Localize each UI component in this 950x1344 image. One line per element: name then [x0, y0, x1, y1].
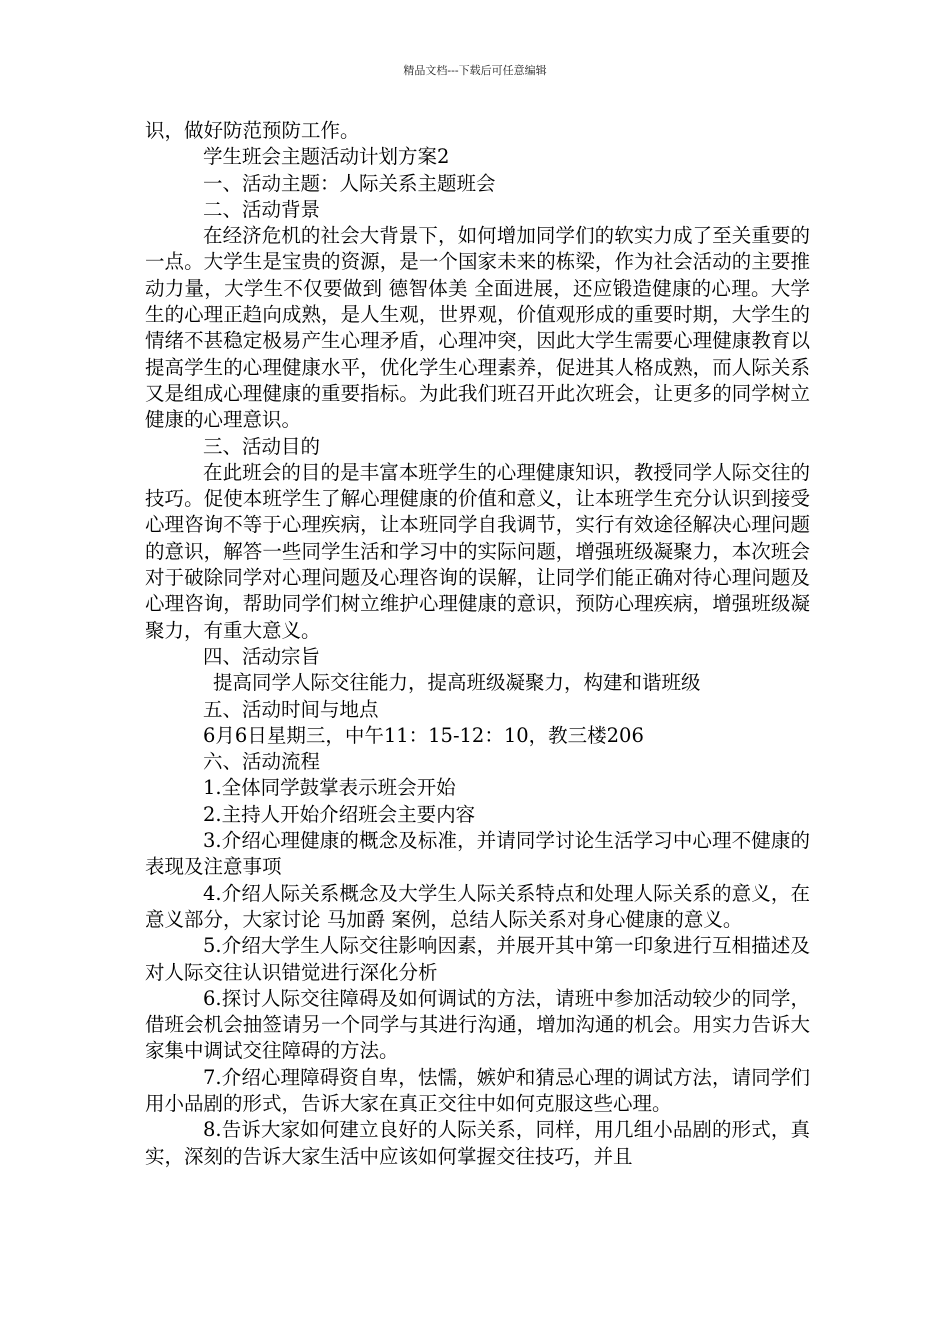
list-item: 8.告诉大家如何建立良好的人际关系，同样，用几组小品剧的形式，真实，深刻的告诉大家生活中应该如何掌握交往技巧，并且	[145, 1118, 810, 1168]
list-item: 4.介绍人际关系概念及大学生人际关系特点和处理人际关系的意义，在意义部分，大家讨论 马加爵 案例，总结人际关系对身心健康的意义。	[145, 881, 810, 931]
paragraph-continuation: 识，做好防范预防工作。	[145, 119, 360, 142]
paragraph-background: 在经济危机的社会大背景下，如何增加同学们的软实力成了至关重要的一点。大学生是宝贵的资源，是一个国家未来的栋梁，作为社会活动的主要推动力量，大学生不仅要做到 德智体美 全面进展，还应锻造健康的心理。大学生的心理正趋向成熟，是人生观，世界观，价值观形成的重要时期，大学生的情绪不甚稳定极易产生心理矛盾，心理冲突，因此大学生需要心理健康教育以提高学生的心理健康水平，优化学生心理素养，促进其人格成熟，而人际关系又是组成心理健康的重要指标。为此我们班召开此次班会，让更多的同学树立健康的心理意识。	[145, 224, 810, 432]
list-item: 3.介绍心理健康的概念及标准，并请同学讨论生活学习中心理不健康的表现及注意事项	[145, 829, 810, 879]
section-heading-background: 二、活动背景	[203, 197, 321, 221]
section-heading-process: 六、活动流程	[203, 750, 321, 774]
page-header: 精品文档---下载后可任意编辑	[403, 64, 547, 77]
section-heading-purpose: 三、活动目的	[203, 434, 321, 458]
section-heading-time-place: 五、活动时间与地点	[203, 697, 379, 721]
paragraph-purpose: 在此班会的目的是丰富本班学生的心理健康知识，教授同学人际交往的技巧。促使本班学生了解心理健康的价值和意义，让本班学生充分认识到接受心理咨询不等于心理疾病，让本班同学自我调节，实行有效途径解决心理问题的意识，解答一些同学生活和学习中的实际问题，增强班级凝聚力，本次班会对于破除同学对心理问题及心理咨询的误解，让同学们能正确对待心理问题及心理咨询，帮助同学们树立维护心理健康的意识，预防心理疾病，增强班级凝聚力，有重大意义。	[145, 460, 810, 642]
section-heading-theme: 一、活动主题：人际关系主题班会	[203, 171, 496, 195]
plan-title: 学生班会主题活动计划方案2	[203, 145, 450, 169]
list-item: 7.介绍心理障碍资自卑，怯懦，嫉妒和猜忌心理的调试方法，请同学们用小品剧的形式，告诉大家在真正交往中如何克服这些心理。	[145, 1065, 810, 1115]
document-body	[145, 118, 810, 1170]
paragraph-time-place: 6月6日星期三，中午11：15-12：10，教三楼206	[203, 723, 644, 747]
list-item: 1.全体同学鼓掌表示班会开始	[203, 776, 456, 800]
section-heading-aim: 四、活动宗旨	[203, 644, 321, 668]
list-item: 6.探讨人际交往障碍及如何调试的方法，请班中参加活动较少的同学，借班会机会抽签请另一个同学与其进行沟通，增加沟通的机会。用实力告诉大家集中调试交往障碍的方法。	[145, 986, 810, 1063]
paragraph-aim: 提高同学人际交往能力，提高班级凝聚力，构建和谐班级	[213, 671, 701, 695]
list-item: 5.介绍大学生人际交往影响因素，并展开其中第一印象进行互相描述及对人际交往认识错觉进行深化分析	[145, 934, 810, 984]
list-item: 2.主持人开始介绍班会主要内容	[203, 802, 476, 826]
